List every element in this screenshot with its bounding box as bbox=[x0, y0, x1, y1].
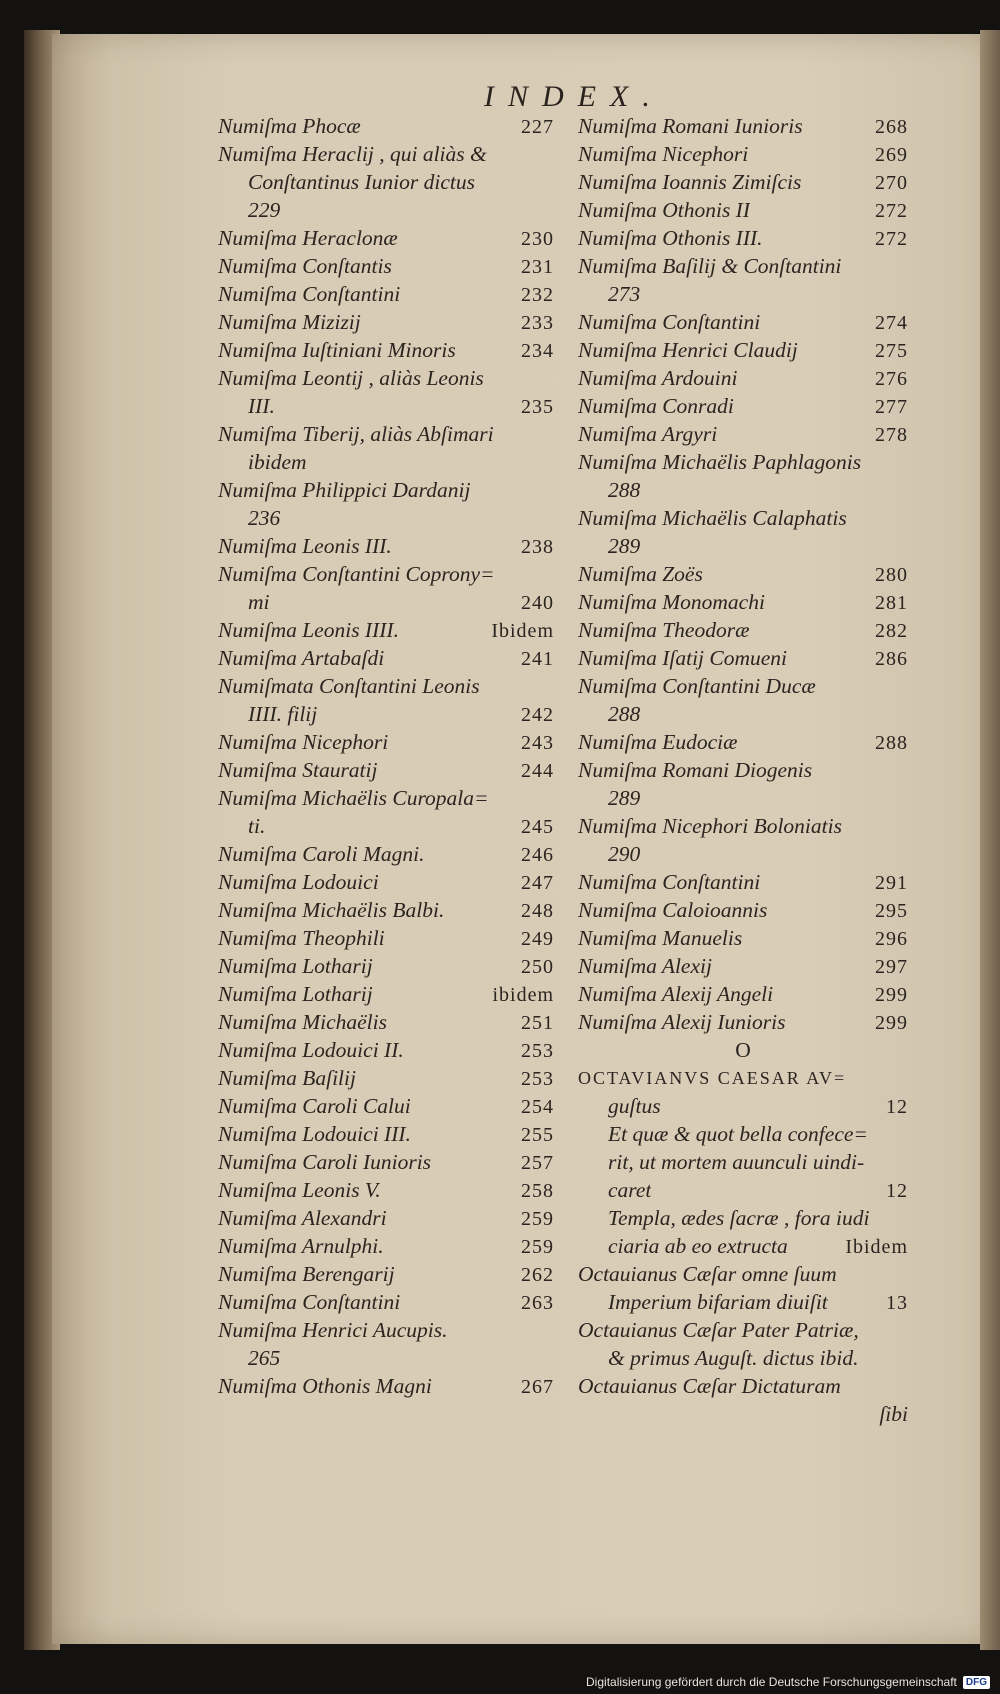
index-entry bbox=[218, 952, 554, 980]
index-entry bbox=[578, 1400, 908, 1428]
index-entry bbox=[578, 392, 908, 420]
entry-page-ref: 253 bbox=[521, 1040, 554, 1062]
entry-title: Numiſma Nicephori bbox=[218, 730, 389, 754]
index-entry bbox=[218, 1204, 554, 1232]
entry-page-ref: 270 bbox=[875, 172, 908, 194]
entry-page-ref: 297 bbox=[875, 956, 908, 978]
entry-page-ref: 291 bbox=[875, 872, 908, 894]
index-entry bbox=[218, 560, 554, 588]
index-entry bbox=[218, 420, 554, 448]
entry-title: Numiſma Theophili bbox=[218, 926, 385, 950]
entry-title: Numiſma Zoës bbox=[578, 562, 703, 586]
entry-page-ref: 242 bbox=[521, 704, 554, 726]
index-entry bbox=[218, 672, 554, 700]
index-entry bbox=[578, 364, 908, 392]
entry-title: Numiſma Conradi bbox=[578, 394, 734, 418]
index-entry bbox=[578, 1176, 908, 1204]
entry-title: ti. bbox=[248, 814, 266, 838]
entry-title: Numiſma Caroli Calui bbox=[218, 1094, 411, 1118]
entry-title: Numiſma Othonis III. bbox=[578, 226, 763, 250]
entry-page-ref: 241 bbox=[521, 648, 554, 670]
entry-title: Numiſma Ioannis Zimiſcis bbox=[578, 170, 802, 194]
index-entry bbox=[578, 1008, 908, 1036]
entry-title: Numiſma Baſilij bbox=[218, 1066, 356, 1090]
entry-title: Numiſma Michaëlis Curopala= bbox=[218, 786, 489, 810]
entry-page-ref: 267 bbox=[521, 1376, 554, 1398]
index-entry bbox=[578, 252, 908, 280]
entry-page-ref: 254 bbox=[521, 1096, 554, 1118]
entry-title: Numiſma Lotharij bbox=[218, 954, 373, 978]
index-entry bbox=[578, 756, 908, 784]
entry-title: Numiſma Berengarij bbox=[218, 1262, 395, 1286]
entry-title: Numiſma Ardouini bbox=[578, 366, 738, 390]
index-entry bbox=[218, 476, 554, 504]
index-entry bbox=[218, 980, 554, 1008]
entry-title: Et quæ & quot bella confece= bbox=[608, 1122, 868, 1146]
entry-title: Numiſma Iuſtiniani Minoris bbox=[218, 338, 456, 362]
entry-title: 273 bbox=[608, 282, 641, 306]
index-entry bbox=[218, 336, 554, 364]
entry-page-ref: 263 bbox=[521, 1292, 554, 1314]
index-entry bbox=[578, 1120, 908, 1148]
entry-title: Numiſma Romani Iunioris bbox=[578, 114, 803, 138]
entry-page-ref: 262 bbox=[521, 1264, 554, 1286]
entry-page-ref: 274 bbox=[875, 312, 908, 334]
index-entry bbox=[578, 336, 908, 364]
entry-page-ref: 286 bbox=[875, 648, 908, 670]
index-entry bbox=[218, 168, 554, 196]
page-header: INDEX. bbox=[484, 80, 664, 113]
entry-title: rit, ut mortem auunculi uindi- bbox=[608, 1150, 865, 1174]
entry-title: Numiſma Lodouici II. bbox=[218, 1038, 404, 1062]
entry-title: Numiſma Michaëlis Paphlagonis bbox=[578, 450, 862, 474]
entry-title: O bbox=[735, 1038, 751, 1062]
entry-page-ref: 277 bbox=[875, 396, 908, 418]
index-entry bbox=[578, 896, 908, 924]
entry-page-ref: 295 bbox=[875, 900, 908, 922]
entry-title: Numiſma Mizizij bbox=[218, 310, 361, 334]
entry-page-ref: 227 bbox=[521, 116, 554, 138]
index-entry bbox=[218, 1036, 554, 1064]
entry-page-ref: 255 bbox=[521, 1124, 554, 1146]
entry-title: Numiſma Heraclij , qui aliàs & bbox=[218, 142, 487, 166]
entry-title: Numiſma Conſtantini bbox=[218, 282, 401, 306]
entry-page-ref: 246 bbox=[521, 844, 554, 866]
index-entry bbox=[218, 588, 554, 616]
entry-page-ref: 258 bbox=[521, 1180, 554, 1202]
entry-title: Numiſma Henrici Claudij bbox=[578, 338, 798, 362]
entry-page-ref: 257 bbox=[521, 1152, 554, 1174]
entry-title: Numiſma Alexij bbox=[578, 954, 712, 978]
entry-page-ref: 280 bbox=[875, 564, 908, 586]
entry-title: Numiſma Lodouici bbox=[218, 870, 379, 894]
entry-page-ref: 231 bbox=[521, 256, 554, 278]
index-entry bbox=[578, 504, 908, 532]
entry-title: Imperium bifariam diuiſit bbox=[608, 1290, 828, 1314]
index-entry bbox=[218, 840, 554, 868]
index-entry bbox=[578, 1036, 908, 1064]
index-entry bbox=[578, 728, 908, 756]
entry-title: 288 bbox=[608, 702, 641, 726]
entry-page-ref: 238 bbox=[521, 536, 554, 558]
index-entry bbox=[218, 1288, 554, 1316]
entry-title: ibidem bbox=[248, 450, 307, 474]
entry-title: Octauianus Cæſar Pater Patriæ, bbox=[578, 1318, 859, 1342]
entry-title: Numiſma Conſtantis bbox=[218, 254, 392, 278]
index-entry bbox=[218, 812, 554, 840]
index-entry bbox=[578, 1204, 908, 1232]
index-entry bbox=[218, 448, 554, 476]
index-entry bbox=[218, 252, 554, 280]
entry-title: Numiſma Michaëlis bbox=[218, 1010, 387, 1034]
index-entry bbox=[218, 896, 554, 924]
index-entry bbox=[218, 280, 554, 308]
entry-page-ref: 272 bbox=[875, 228, 908, 250]
index-column-right bbox=[578, 112, 908, 1428]
entry-title: Numiſma Phocæ bbox=[218, 114, 361, 138]
index-entry bbox=[578, 1344, 908, 1372]
digitization-footer bbox=[586, 1675, 990, 1689]
index-entry bbox=[218, 504, 554, 532]
index-entry bbox=[578, 1288, 908, 1316]
entry-title: Numiſma Caloioannis bbox=[578, 898, 768, 922]
entry-title: Numiſma Eudociæ bbox=[578, 730, 738, 754]
entry-page-ref: 251 bbox=[521, 1012, 554, 1034]
entry-title: 229 bbox=[248, 198, 281, 222]
entry-title: Numiſma Othonis II bbox=[578, 198, 750, 222]
index-entry bbox=[578, 616, 908, 644]
entry-title: 288 bbox=[608, 478, 641, 502]
index-entry bbox=[578, 168, 908, 196]
entry-title: & primus Auguſt. dictus ibid. bbox=[608, 1346, 859, 1370]
entry-page-ref: 234 bbox=[521, 340, 554, 362]
entry-title: Numiſma Argyri bbox=[578, 422, 718, 446]
index-entry bbox=[578, 980, 908, 1008]
entry-page-ref: 230 bbox=[521, 228, 554, 250]
index-entry bbox=[578, 1260, 908, 1288]
index-entry bbox=[218, 924, 554, 952]
index-entry bbox=[578, 924, 908, 952]
index-entry bbox=[218, 1120, 554, 1148]
entry-title: Numiſma Henrici Aucupis. bbox=[218, 1318, 448, 1342]
entry-title: 289 bbox=[608, 786, 641, 810]
entry-title: Numiſma Leonis IIII. bbox=[218, 618, 399, 642]
entry-page-ref: Ibidem bbox=[845, 1236, 908, 1258]
entry-title: Templa, ædes ſacræ , fora iudi bbox=[608, 1206, 870, 1230]
index-entry bbox=[218, 700, 554, 728]
index-entry bbox=[578, 1092, 908, 1120]
entry-title: Numiſma Leonis V. bbox=[218, 1178, 381, 1202]
entry-page-ref: 244 bbox=[521, 760, 554, 782]
entry-title: Numiſma Heraclonæ bbox=[218, 226, 398, 250]
entry-title: Numiſma Baſilij & Conſtantini bbox=[578, 254, 842, 278]
index-entry bbox=[578, 280, 908, 308]
index-entry bbox=[218, 728, 554, 756]
entry-title: Numiſma Philippici Dardanij bbox=[218, 478, 471, 502]
entry-title: 290 bbox=[608, 842, 641, 866]
entry-title: Numiſma Monomachi bbox=[578, 590, 765, 614]
index-entry bbox=[218, 1008, 554, 1036]
entry-title: Numiſma Stauratij bbox=[218, 758, 378, 782]
entry-page-ref: 13 bbox=[886, 1292, 908, 1314]
entry-page-ref: 243 bbox=[521, 732, 554, 754]
index-entry bbox=[218, 1344, 554, 1372]
index-entry bbox=[578, 560, 908, 588]
index-entry bbox=[218, 392, 554, 420]
entry-page-ref: 288 bbox=[875, 732, 908, 754]
entry-title: Numiſma Manuelis bbox=[578, 926, 743, 950]
entry-page-ref: 232 bbox=[521, 284, 554, 306]
index-entry bbox=[218, 364, 554, 392]
index-entry bbox=[218, 1316, 554, 1344]
index-entry bbox=[578, 784, 908, 812]
entry-title: caret bbox=[608, 1178, 652, 1202]
entry-title: Numiſma Lodouici III. bbox=[218, 1122, 411, 1146]
entry-page-ref: 276 bbox=[875, 368, 908, 390]
index-entry bbox=[578, 420, 908, 448]
page-edge bbox=[980, 30, 1000, 1650]
entry-title: 236 bbox=[248, 506, 281, 530]
index-entry bbox=[218, 1232, 554, 1260]
entry-title: Numiſma Michaëlis Calaphatis bbox=[578, 506, 847, 530]
entry-page-ref: 233 bbox=[521, 312, 554, 334]
entry-page-ref: 259 bbox=[521, 1236, 554, 1258]
index-entry bbox=[578, 532, 908, 560]
entry-title: Numiſma Conſtantini bbox=[578, 870, 761, 894]
index-entry bbox=[578, 952, 908, 980]
entry-title: Numiſma Caroli Magni. bbox=[218, 842, 425, 866]
index-entry bbox=[578, 812, 908, 840]
entry-title: Numiſma Nicephori Boloniatis bbox=[578, 814, 842, 838]
entry-title: ciaria ab eo extructa bbox=[608, 1234, 788, 1258]
entry-title: Numiſma Lotharij bbox=[218, 982, 373, 1006]
entry-title: Numiſma Conſtantini Coprony= bbox=[218, 562, 495, 586]
index-entry bbox=[218, 644, 554, 672]
index-entry bbox=[218, 196, 554, 224]
index-entry bbox=[218, 1092, 554, 1120]
index-entry bbox=[218, 224, 554, 252]
entry-title: OCTAVIANVS CAESAR AV= bbox=[578, 1068, 847, 1088]
entry-page-ref: 269 bbox=[875, 144, 908, 166]
entry-title: Numiſma Theodoræ bbox=[578, 618, 750, 642]
entry-title: III. bbox=[248, 394, 275, 418]
entry-title: Numiſma Leonis III. bbox=[218, 534, 392, 558]
entry-page-ref: ibidem bbox=[492, 984, 554, 1006]
entry-title: Numiſma Tiberij, aliàs Abſimari bbox=[218, 422, 494, 446]
entry-page-ref: Ibidem bbox=[491, 620, 554, 642]
entry-page-ref: 268 bbox=[875, 116, 908, 138]
entry-page-ref: 12 bbox=[886, 1180, 908, 1202]
entry-title: Numiſma Nicephori bbox=[578, 142, 749, 166]
entry-title: Numiſma Conſtantini bbox=[218, 1290, 401, 1314]
index-entry bbox=[578, 476, 908, 504]
index-entry bbox=[578, 1232, 908, 1260]
entry-title: ſibi bbox=[879, 1402, 908, 1426]
entry-title: Numiſma Iſatij Comueni bbox=[578, 646, 788, 670]
index-entry bbox=[578, 448, 908, 476]
index-entry bbox=[578, 700, 908, 728]
index-entry bbox=[218, 1372, 554, 1400]
index-entry bbox=[578, 224, 908, 252]
entry-page-ref: 275 bbox=[875, 340, 908, 362]
entry-title: guſtus bbox=[608, 1094, 661, 1118]
entry-page-ref: 282 bbox=[875, 620, 908, 642]
entry-title: Numiſma Conſtantini Ducæ bbox=[578, 674, 816, 698]
entry-page-ref: 235 bbox=[521, 396, 554, 418]
entry-page-ref: 281 bbox=[875, 592, 908, 614]
footer-text: Digitalisierung gefördert durch die Deutsche Forschungsgemeinschaft bbox=[586, 1675, 957, 1689]
entry-title: Numiſma Alexij Angeli bbox=[578, 982, 774, 1006]
index-entry bbox=[578, 112, 908, 140]
entry-title: Octauianus Cæſar omne ſuum bbox=[578, 1262, 837, 1286]
entry-title: Numiſma Conſtantini bbox=[578, 310, 761, 334]
entry-title: Numiſma Arnulphi. bbox=[218, 1234, 384, 1258]
entry-title: mi bbox=[248, 590, 270, 614]
index-entry bbox=[578, 672, 908, 700]
entry-page-ref: 247 bbox=[521, 872, 554, 894]
entry-title: IIII. filij bbox=[248, 702, 318, 726]
index-entry bbox=[218, 1064, 554, 1092]
index-entry bbox=[218, 756, 554, 784]
index-entry bbox=[578, 140, 908, 168]
index-entry bbox=[578, 1316, 908, 1344]
entry-page-ref: 12 bbox=[886, 1096, 908, 1118]
entry-page-ref: 278 bbox=[875, 424, 908, 446]
entry-page-ref: 240 bbox=[521, 592, 554, 614]
index-entry bbox=[578, 1148, 908, 1176]
index-entry bbox=[218, 1148, 554, 1176]
entry-page-ref: 272 bbox=[875, 200, 908, 222]
entry-title: Numiſma Leontij , aliàs Leonis bbox=[218, 366, 484, 390]
index-entry bbox=[578, 308, 908, 336]
entry-title: Numiſma Alexandri bbox=[218, 1206, 387, 1230]
index-entry bbox=[218, 868, 554, 896]
entry-title: Numiſma Alexij Iunioris bbox=[578, 1010, 786, 1034]
entry-page-ref: 249 bbox=[521, 928, 554, 950]
index-entry bbox=[578, 1372, 908, 1400]
entry-title: Numiſma Michaëlis Balbi. bbox=[218, 898, 445, 922]
entry-title: Conſtantinus Iunior dictus bbox=[248, 170, 475, 194]
index-entry bbox=[218, 1176, 554, 1204]
entry-title: Numiſma Romani Diogenis bbox=[578, 758, 813, 782]
index-entry bbox=[218, 616, 554, 644]
dfg-logo: DFG bbox=[963, 1676, 990, 1689]
index-entry bbox=[578, 868, 908, 896]
index-entry bbox=[578, 840, 908, 868]
entry-page-ref: 299 bbox=[875, 1012, 908, 1034]
index-entry bbox=[578, 1064, 908, 1092]
index-entry bbox=[578, 644, 908, 672]
entry-page-ref: 253 bbox=[521, 1068, 554, 1090]
index-column-left bbox=[218, 112, 554, 1400]
index-entry bbox=[218, 112, 554, 140]
entry-page-ref: 248 bbox=[521, 900, 554, 922]
index-entry bbox=[578, 588, 908, 616]
entry-page-ref: 296 bbox=[875, 928, 908, 950]
index-entry bbox=[218, 1260, 554, 1288]
entry-title: 289 bbox=[608, 534, 641, 558]
entry-title: 265 bbox=[248, 1346, 281, 1370]
entry-page-ref: 250 bbox=[521, 956, 554, 978]
entry-page-ref: 245 bbox=[521, 816, 554, 838]
entry-title: Numiſma Artabaſdi bbox=[218, 646, 385, 670]
entry-title: Octauianus Cæſar Dictaturam bbox=[578, 1374, 841, 1398]
entry-page-ref: 259 bbox=[521, 1208, 554, 1230]
entry-title: Numiſma Othonis Magni bbox=[218, 1374, 432, 1398]
index-entry bbox=[218, 784, 554, 812]
entry-title: Numiſmata Conſtantini Leonis bbox=[218, 674, 480, 698]
entry-page-ref: 299 bbox=[875, 984, 908, 1006]
index-entry bbox=[578, 196, 908, 224]
index-entry bbox=[218, 532, 554, 560]
index-entry bbox=[218, 140, 554, 168]
entry-title: Numiſma Caroli Iunioris bbox=[218, 1150, 432, 1174]
index-entry bbox=[218, 308, 554, 336]
